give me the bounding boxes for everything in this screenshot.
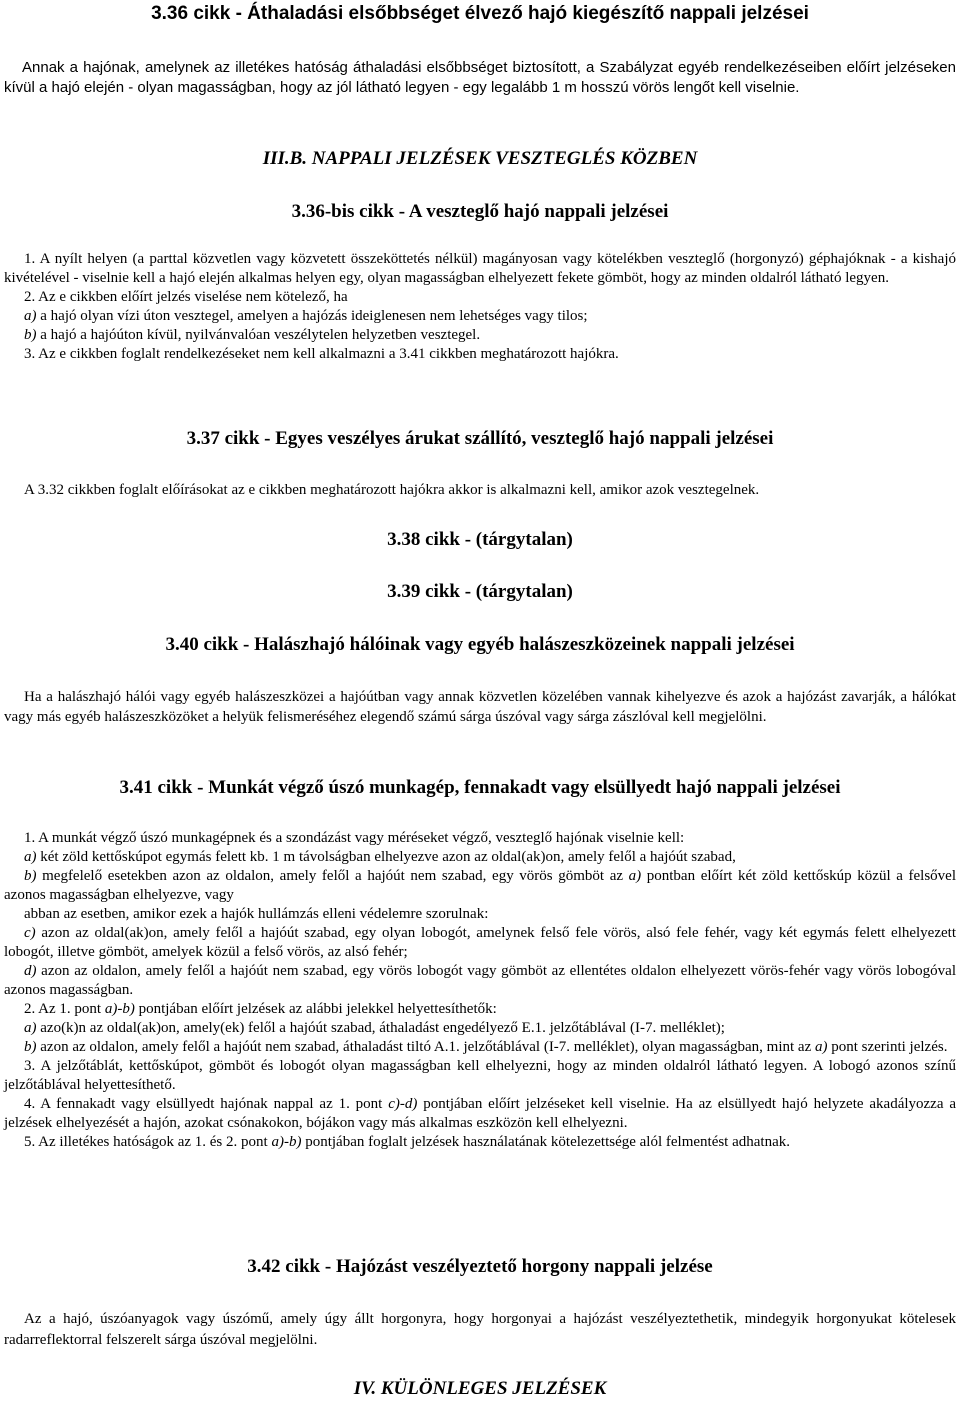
- article-336bis-p1: 1. A nyílt helyen (a parttal közvetlen vagy közvetett összeköttetés nélkül) magányosan vagy kötelékben veszteglő (horgonyzó) géphajóknak - a kishajó kivételével - viselnie kell a hajó elején alkalmas helyen egy, olyan magasságban elhelyezett fekete gömböt, hogy az minden oldalról látható legyen.: [4, 251, 956, 286]
- article-341-p1-cont: abban az esetben, amikor ezek a hajók hullámzás elleni védelemre szorulnak:: [24, 906, 489, 922]
- article-336bis-p2: 2. Az e cikkben előírt jelzés viselése nem kötelező, ha: [24, 289, 348, 305]
- article-341-p5: [4, 1133, 956, 1152]
- article-342-title: 3.42 cikk - Hajózást veszélyeztető horgony nappali jelzése: [247, 1256, 713, 1277]
- item-text: pontban előírt két zöld kettőskúp közül a felsővel azonos magasságban elhelyezve, vagy: [4, 868, 956, 903]
- article-340-title: 3.40 cikk - Halászhajó hálóinak vagy egyéb halászeszközeinek nappali jelzései: [165, 634, 795, 655]
- article-341-p1d: [4, 962, 956, 1000]
- article-336bis-p2a: [4, 307, 956, 326]
- item-text: 5. Az illetékes hatóságok az 1. és 2. pont: [24, 1134, 272, 1150]
- article-336bis-p3: 3. Az e cikkben foglalt rendelkezéseket nem kell alkalmazni a 3.41 cikkben meghatározott hajókra.: [24, 346, 619, 362]
- item-ref: c)-d): [388, 1096, 418, 1112]
- item-text: két zöld kettőskúpot egymás felett kb. 1 m távolságban elhelyezve azon az oldal(ak)on, amely felől a hajóút szabad,: [36, 849, 736, 865]
- article-336bis-body: [4, 250, 956, 364]
- item-text: azon az oldal(ak)on, amely felől a hajóút szabad, egy olyan lobogót, amelynek felső fele vörös, alsó fele fehér, vagy két egymás felett elhelyezett lobogót, illetve gömböt, amelyek közül a felső vörös, az alsó fehér;: [4, 925, 956, 960]
- item-text: pontjában foglalt jelzések használatának kötelezettsége alól felmentést adhatnak.: [301, 1134, 790, 1150]
- article-337-title: 3.37 cikk - Egyes veszélyes árukat szállító, veszteglő hajó nappali jelzései: [186, 428, 774, 449]
- article-340-body: Ha a halászhajó hálói vagy egyéb halászeszközei a hajóútban vagy annak közvetlen közelében vannak kihelyezve és azok a hajózást zavarják, a hálókat vagy más egyéb halászeszközöket a helyük felismeréséhez elegendő számú sárga úszóval vagy sárga zászlóval kell megjelölni.: [4, 689, 956, 725]
- item-label: a): [24, 1020, 37, 1036]
- item-text: azo(k)n az oldal(ak)on, amely(ek) felől a hajóút szabad, áthaladást engedélyező E.1. jelzőtáblával (I-7. melléklet);: [36, 1020, 725, 1036]
- item-label: b): [24, 1039, 37, 1055]
- article-341-p2: [4, 1000, 956, 1019]
- article-341-p2a: [4, 1019, 956, 1038]
- article-339-title: 3.39 cikk - (tárgytalan): [387, 581, 573, 602]
- article-336bis-p2b: [4, 326, 956, 345]
- item-text: pont szerinti jelzés.: [827, 1039, 948, 1055]
- item-text: 4. A fennakadt vagy elsüllyedt hajónak nappal az 1. pont: [24, 1096, 389, 1112]
- item-text: megfelelő esetekben azon az oldalon, amely felől a hajóút nem szabad, egy vörös gömböt az: [36, 868, 629, 884]
- item-label: a): [24, 308, 37, 324]
- article-337-body: A 3.32 cikkben foglalt előírásokat az e cikkben meghatározott hajókra akkor is alkalmazni kell, amikor azok vesztegelnek.: [24, 482, 760, 498]
- item-label: b): [24, 868, 37, 884]
- item-ref: a)-b): [104, 1001, 135, 1017]
- article-336-title: 3.36 cikk - Áthaladási elsőbbséget élvező hajó kiegészítő nappali jelzései: [151, 3, 809, 24]
- article-342-body: Az a hajó, úszóanyagok vagy úszómű, amely úgy állt horgonyra, hogy horgonyai a hajózást veszélyeztethetik, mindegyik horgonyukat kötelesek radarreflektorral felszerelt sárga úszóval megjelölni.: [4, 1311, 956, 1348]
- article-341-p2b: [4, 1038, 956, 1057]
- article-341-p1c: [4, 924, 956, 962]
- item-label: a): [24, 849, 37, 865]
- item-label: d): [24, 963, 37, 979]
- item-ref: a): [814, 1039, 828, 1055]
- item-text: pontjában előírt jelzéseket kell viselnie. Ha az elsüllyedt hajó helyzete akadályozza a jelzések elhelyezését a hajón, azokat csónakokon, bójákon vagy más alkalmas eszközön kell elhelyezni.: [4, 1096, 956, 1131]
- article-341-body: [4, 829, 956, 1152]
- article-341-p1b: [4, 867, 956, 905]
- item-text: pontjában előírt jelzések az alábbi jelekkel helyettesíthetők:: [134, 1001, 497, 1017]
- article-341-p1: 1. A munkát végző úszó munkagépnek és a szondázást vagy méréseket végző, veszteglő hajónak viselnie kell:: [24, 830, 685, 846]
- article-341-p3: 3. A jelzőtáblát, kettőskúpot, gömböt és lobogót olyan magasságban kell elhelyezni, hogy az minden oldalról látható legyen. A lobogó azonos színű jelzőtáblával helyettesíthető.: [4, 1058, 956, 1093]
- article-341-title: 3.41 cikk - Munkát végző úszó munkagép, fennakadt vagy elsüllyedt hajó nappali jelzései: [119, 777, 841, 798]
- item-text: azon az oldalon, amely felől a hajóút nem szabad, áthaladást tiltó A.1. jelzőtáblával (I-7. melléklet), olyan magasságban, mint az: [36, 1039, 815, 1055]
- item-label: c): [24, 925, 36, 941]
- article-336bis-title: 3.36-bis cikk - A veszteglő hajó nappali jelzései: [291, 201, 669, 222]
- item-ref: a): [628, 868, 642, 884]
- article-341-p4: [4, 1095, 956, 1133]
- item-label: b): [24, 327, 37, 343]
- item-text: 2. Az 1. pont: [24, 1001, 105, 1017]
- item-ref: a)-b): [271, 1134, 302, 1150]
- item-text: a hajó a hajóúton kívül, nyilvánvalóan veszélytelen helyzetben vesztegel.: [36, 327, 481, 343]
- section-iv-title: IV. KÜLÖNLEGES JELZÉSEK: [353, 1378, 607, 1399]
- article-336-body: Annak a hajónak, amelynek az illetékes hatóság áthaladási elsőbbséget biztosított, a Szabályzat egyéb rendelkezéseiben előírt jelzéseken kívül a hajó elején - olyan magasságban, hogy az jól látható legyen - egy legalább 1 m hosszú vörös lengőt kell viselnie.: [4, 59, 956, 96]
- section-iiib-title: III.B. NAPPALI JELZÉSEK VESZTEGLÉS KÖZBEN: [262, 148, 698, 169]
- item-text: azon az oldalon, amely felől a hajóút nem szabad, egy vörös lobogót vagy gömböt az ellentétes oldalon elhelyezett vörös-fehér vagy vörös lobogóval azonos magasságban.: [4, 963, 956, 998]
- article-338-title: 3.38 cikk - (tárgytalan): [387, 529, 573, 550]
- item-text: a hajó olyan vízi úton vesztegel, amelyen a hajózás ideiglenesen nem lehetséges vagy tilos;: [36, 308, 588, 324]
- article-341-p1a: [4, 848, 956, 867]
